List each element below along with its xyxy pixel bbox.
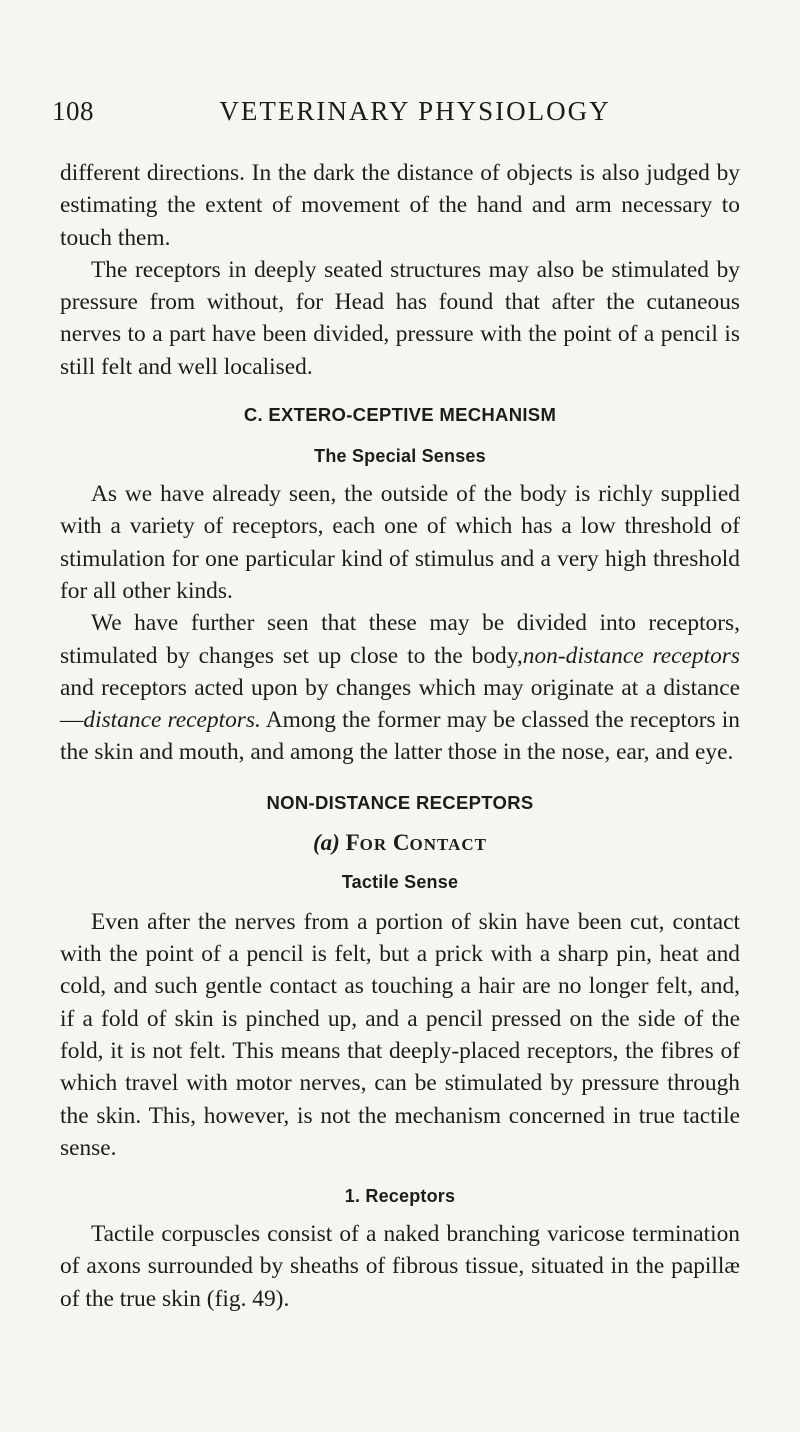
for-contact-ontact: ONTACT [409, 834, 487, 854]
p4-text-c: and receptors acted upon by changes which may originate at a distance— [60, 674, 740, 734]
paragraph-tactile-sense: Even after the nerves from a portion of skin have been cut, contact with the point of a pencil is felt, but a prick with a sharp pin, heat and cold, and such gentle contact as touching a hair are no longer felt, and, if a fold of skin is pinched up, and a pencil pressed on the side of the fold, it is not felt. This means that deeply-placed receptors, the fibres of which travel with motor nerves, can be stimulated by pressure through the skin. This, however, is not the mechanism concerned in true tactile sense. [60, 908, 740, 1161]
term-distance-receptors: distance receptors. [83, 707, 261, 734]
subheading-special-senses: The Special Senses [314, 446, 486, 467]
p4-text-a: We have further seen that these may be divided into receptors, stimulated by changes set up close to the body, [60, 610, 740, 669]
for-contact-c: C [392, 829, 410, 855]
section-heading-non-distance: NON-DISTANCE RECEPTORS [266, 791, 534, 813]
paragraph-continuation: different directions. In the dark the distance of objects is also judged by estimating the extent of movement of the hand and arm necessary to touch them. [60, 160, 740, 251]
section-heading-extero-ceptive: C. EXTERO-CEPTIVE MECHANISM [243, 404, 557, 426]
label-a: (a) [313, 829, 340, 855]
page-header [52, 96, 748, 136]
page-number: 108 [52, 96, 94, 126]
for-contact-f: F [345, 829, 360, 855]
subheading-tactile-sense: Tactile Sense [341, 871, 459, 892]
term-non-distance-receptors: non-distance receptors [522, 642, 740, 669]
subheading-receptors: 1. Receptors [344, 1186, 456, 1207]
paragraph-receptors-overview: As we have already seen, the outside of the body is richly supplied with a variety of receptors, each one of which has a low threshold of stimulation for one particular kind of stimulus and a very high threshold for all other kinds. [60, 481, 740, 604]
for-contact-or: OR [359, 834, 388, 854]
paragraph-deep-receptors: The receptors in deeply seated structures may also be stimulated by pressure from without, for Head has found that after the cutaneous nerves to a part have been divided, pressure with the point of a pencil is still felt and well localised. [60, 256, 740, 380]
page-body [60, 157, 740, 1315]
running-head: VETERINARY PHYSIOLOGY [219, 96, 611, 126]
paragraph-tactile-corpuscles: Tactile corpuscles consist of a naked branching varicose termination of axons surrounded by sheaths of fibrous tissue, situated in the papillæ of the true skin (fig. 49). [60, 1221, 740, 1312]
subheading-for-contact [60, 828, 740, 860]
paragraph-receptor-division [60, 607, 740, 768]
p4-text-e: Among the former may be classed the receptors in the skin and mouth, and among the latter those in the nose, ear, and eye. [60, 707, 741, 766]
